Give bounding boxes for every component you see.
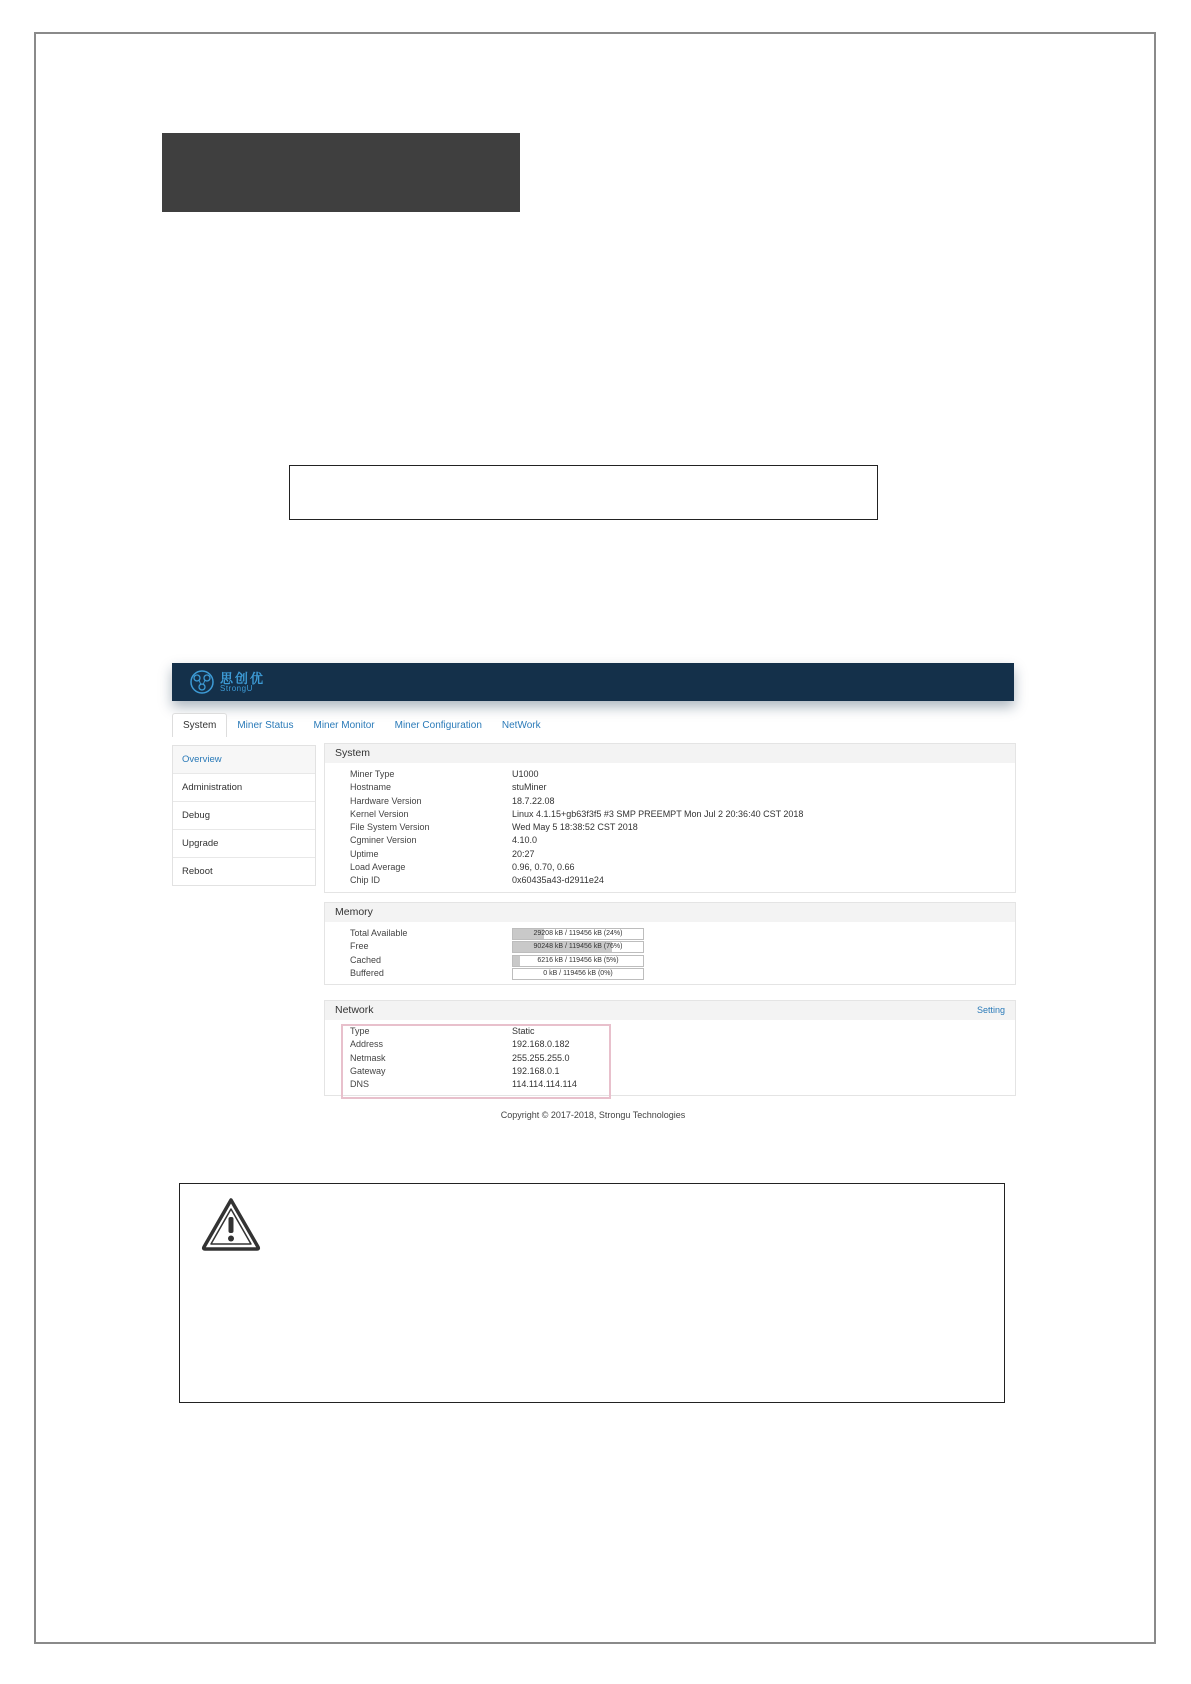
memory-row — [350, 927, 1015, 940]
memory-panel-title: Memory — [325, 903, 1015, 922]
network-label: Type — [350, 1026, 370, 1036]
tab-network[interactable]: NetWork — [501, 720, 541, 731]
memory-usage-bar — [512, 955, 644, 967]
brand-logo[interactable] — [188, 668, 265, 696]
network-value: 192.168.0.1 — [512, 1065, 560, 1076]
network-setting-link[interactable]: Setting — [976, 1005, 1005, 1015]
memory-label: Free — [350, 941, 369, 952]
info-value: Wed May 5 18:38:52 CST 2018 — [512, 822, 638, 833]
memory-bar-text: 0 kB / 119456 kB (0%) — [543, 969, 613, 977]
tab-miner-status[interactable]: Miner Status — [237, 720, 294, 731]
memory-panel — [324, 902, 1016, 985]
logo-english-text: StrongU — [220, 683, 253, 693]
network-value: 114.114.114.114 — [512, 1079, 577, 1090]
network-panel-header — [325, 1001, 1015, 1020]
info-value: 0x60435a43-d2911e24 — [512, 875, 604, 886]
info-value: 20:27 — [512, 848, 535, 859]
network-label: DNS — [350, 1079, 370, 1090]
miner-web-ui-screenshot — [150, 655, 1050, 1135]
network-value: 192.168.0.182 — [512, 1039, 570, 1050]
info-value: Linux 4.1.15+gb63f3f5 #3 SMP PREEMPT Mon Jul 2 20:36:40 CST 2018 — [512, 808, 804, 819]
memory-row — [350, 967, 1015, 980]
logo-chinese-text: 思创优 — [220, 670, 266, 686]
redacted-heading-block — [162, 133, 520, 212]
top-header-bar — [172, 663, 1014, 701]
info-row — [350, 861, 1015, 874]
info-label: Load Average — [350, 862, 406, 873]
info-row — [350, 874, 1015, 887]
memory-bar-text: 29208 kB / 119456 kB (24%) — [533, 930, 623, 937]
memory-row — [350, 940, 1015, 953]
network-value: Static — [512, 1026, 535, 1036]
memory-usage-bar — [512, 968, 644, 980]
sidebar-item-debug[interactable]: Debug — [173, 802, 315, 830]
system-panel — [324, 743, 1016, 893]
sidebar-item-overview[interactable]: Overview — [173, 746, 315, 774]
info-label: Miner Type — [350, 769, 395, 779]
sidebar-menu — [172, 745, 316, 886]
memory-label: Total Available — [350, 928, 408, 938]
memory-usage-bar — [512, 928, 644, 940]
network-label: Address — [350, 1039, 384, 1050]
info-row — [350, 795, 1015, 808]
memory-row — [350, 954, 1015, 967]
info-row — [350, 781, 1015, 794]
info-value: stuMiner — [512, 782, 547, 793]
info-value: U1000 — [512, 769, 539, 779]
info-label: Uptime — [350, 848, 379, 859]
empty-caption-box — [289, 465, 878, 520]
main-tabs — [172, 711, 551, 737]
info-label: Hardware Version — [350, 795, 422, 806]
info-label: Cgminer Version — [350, 835, 417, 846]
memory-bar-text: 90248 kB / 119456 kB (76%) — [533, 943, 623, 951]
memory-label: Cached — [350, 954, 382, 965]
network-label: Gateway — [350, 1065, 386, 1076]
network-panel — [324, 1000, 1016, 1096]
sidebar-item-upgrade[interactable]: Upgrade — [173, 830, 315, 858]
sidebar-item-administration[interactable]: Administration — [173, 774, 315, 802]
network-panel-title: Network — [335, 1004, 374, 1016]
network-highlight-frame — [341, 1024, 611, 1099]
memory-usage-bar — [512, 941, 644, 953]
info-label: File System Version — [350, 822, 430, 833]
info-value: 0.96, 0.70, 0.66 — [512, 862, 575, 873]
info-row — [350, 821, 1015, 834]
info-label: Kernel Version — [350, 808, 409, 819]
info-label: Chip ID — [350, 875, 381, 886]
memory-label: Buffered — [350, 967, 384, 978]
info-label: Hostname — [350, 782, 392, 793]
info-row — [350, 808, 1015, 821]
copyright-footer: Copyright © 2017-2018, Strongu Technologies — [500, 1110, 686, 1120]
sidebar-item-reboot[interactable]: Reboot — [182, 866, 213, 877]
tab-miner-monitor[interactable]: Miner Monitor — [313, 720, 375, 731]
info-value: 4.10.0 — [512, 835, 538, 846]
warning-note-box — [179, 1183, 1005, 1403]
info-row — [350, 848, 1015, 861]
tab-system[interactable]: System — [172, 713, 227, 737]
strongu-logo-icon — [188, 668, 216, 696]
info-value: 18.7.22.08 — [512, 795, 555, 806]
tab-miner-configuration[interactable]: Miner Configuration — [394, 720, 482, 731]
network-label: Netmask — [350, 1052, 386, 1063]
system-panel-title: System — [325, 744, 1015, 763]
warning-triangle-icon — [200, 1196, 262, 1252]
info-row — [350, 834, 1015, 847]
memory-bar-text: 6216 kB / 119456 kB (5%) — [537, 956, 619, 964]
network-value: 255.255.255.0 — [512, 1052, 570, 1063]
info-row — [350, 768, 1015, 781]
